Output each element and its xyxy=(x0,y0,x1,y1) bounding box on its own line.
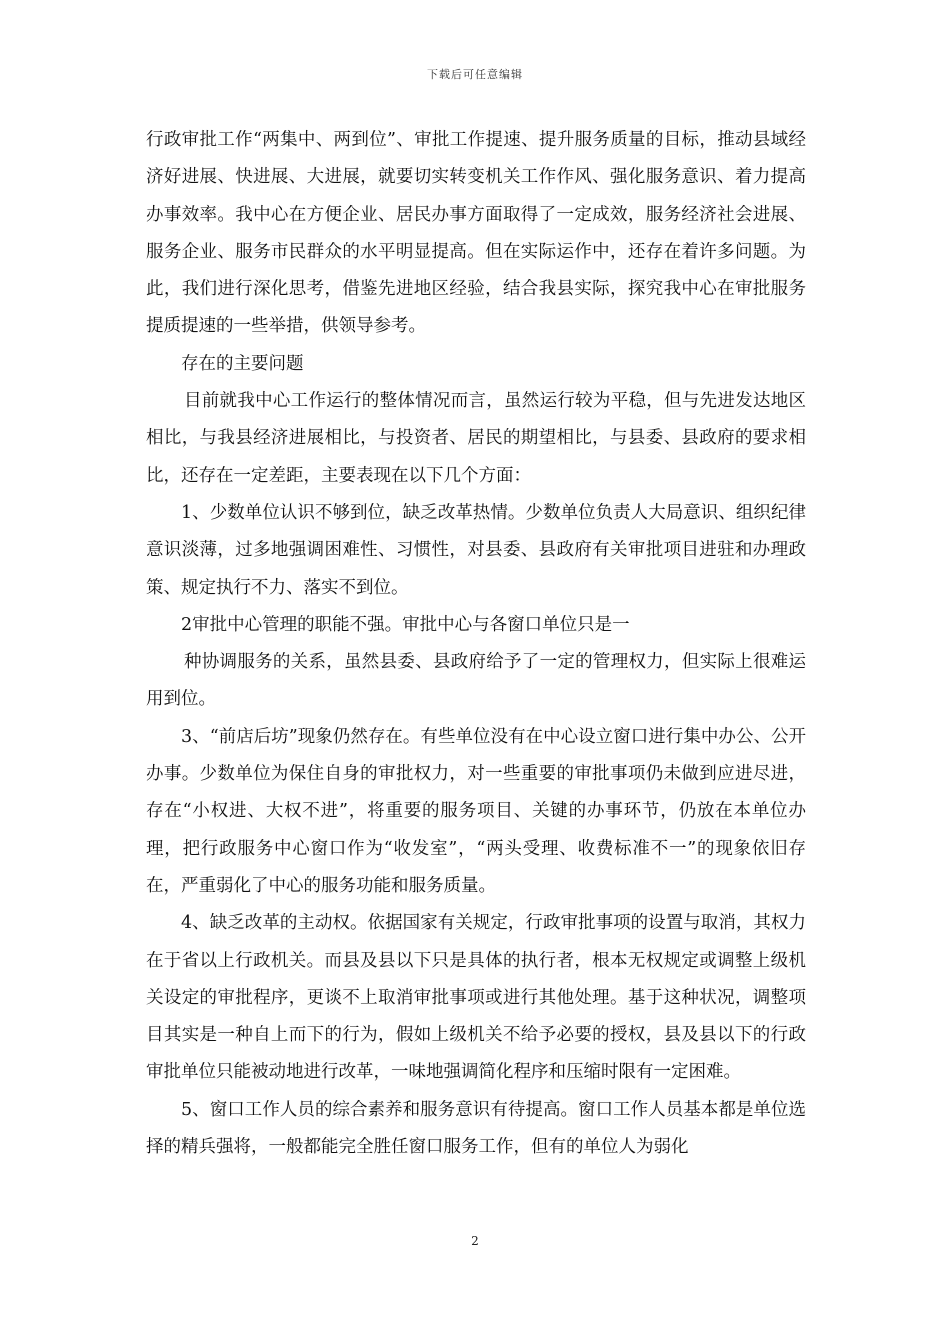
paragraph-item-2: 2审批中心管理的职能不强。审批中心与各窗口单位只是一 xyxy=(181,614,630,635)
page-number: 2 xyxy=(471,1234,479,1248)
page-header: 下载后可任意编辑 xyxy=(427,68,523,81)
paragraph-intro: 行政审批工作“两集中、两到位”、审批工作提速、提升服务质量的目标，推动县域经济好进展、快进展、大进展，就要切实转变机关工作作风、强化服务意识、着力提高办事效率。我中心在方便企业、居民办事方面取得了一定成效，服务经济社会进展、服务企业、服务市民群众的水平明显提高。但在实际运作中，还存在着许多问题。为此，我们进行深化思考，借鉴先进地区经验，结合我县实际，探究我中心在审批服务提质提速的一些举措，供领导参考。 xyxy=(146,130,806,337)
section-heading: 存在的主要问题 xyxy=(181,353,304,374)
paragraph-item-4: 4、缺乏改革的主动权。依据国家有关规定，行政审批事项的设置与取消，其权力在于省以上行政机关。而县及县以下只是具体的执行者，根本无权规定或调整上级机关设定的审批程序，更谈不上取消审批事项或进行其他处理。基于这种状况，调整项目其实是一种自上而下的行为，假如上级机关不给予必要的授权，县及县以下的行政审批单位只能被动地进行改革，一味地强调简化程序和压缩时限有一定困难。 xyxy=(146,913,806,1083)
paragraph-item-5: 5、窗口工作人员的综合素养和服务意识有待提高。窗口工作人员基本都是单位选择的精兵强将，一般都能完全胜任窗口服务工作，但有的单位人为弱化 xyxy=(146,1099,806,1158)
paragraph-overview: 目前就我中心工作运行的整体情况而言，虽然运行较为平稳，但与先进发达地区相比，与我县经济进展相比，与投资者、居民的期望相比，与县委、县政府的要求相比，还存在一定差距，主要表现在以下几个方面： xyxy=(146,391,806,486)
paragraph-item-1: 1、少数单位认识不够到位，缺乏改革热情。少数单位负责人大局意识、组织纪律意识淡薄，过多地强调困难性、习惯性，对县委、县政府有关审批项目进驻和办理政策、规定执行不力、落实不到位。 xyxy=(146,502,806,598)
paragraph-item-3: 3、“前店后坊”现象仍然存在。有些单位没有在中心设立窗口进行集中办公、公开办事。少数单位为保住自身的审批权力，对一些重要的审批事项仍未做到应进尽进，存在“小权进、大权不进”，将重要的服务项目、关键的办事环节，仍放在本单位办理，把行政服务中心窗口作为“收发室”，“两头受理、收费标准不一”的现象依旧存在，严重弱化了中心的服务功能和服务质量。 xyxy=(146,726,806,896)
document-body xyxy=(146,122,806,1166)
paragraph-item-2-continued: 种协调服务的关系，虽然县委、县政府给予了一定的管理权力，但实际上很难运用到位。 xyxy=(146,652,806,710)
